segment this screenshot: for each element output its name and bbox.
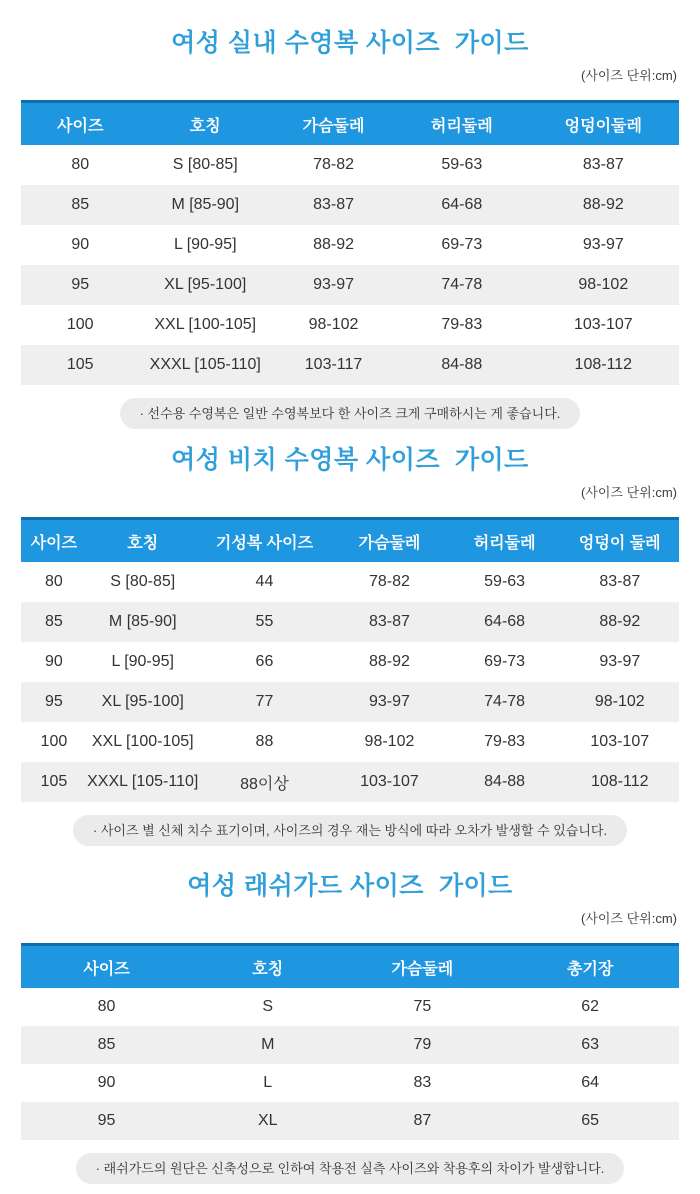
- table-cell: 88-92: [599, 613, 641, 630]
- table-cell: 100: [40, 733, 68, 750]
- table-cell: 88-92: [313, 236, 354, 253]
- table-cell: 79: [413, 1036, 432, 1053]
- note-pill: · 선수용 수영복은 일반 수영복보다 한 사이즈 크게 구매하시는 게 좋습니다.: [120, 398, 581, 429]
- size-table-rashguard: [21, 943, 679, 1140]
- section-title: 여성 래쉬가드 사이즈 가이드: [187, 872, 513, 900]
- table-cell: 88: [255, 733, 274, 750]
- table-cell: 69-73: [484, 653, 526, 670]
- table-row: [21, 185, 679, 225]
- table-body: [21, 562, 679, 802]
- table-cell: M: [261, 1036, 275, 1053]
- column-header: 호칭: [87, 519, 199, 563]
- header-row: [21, 102, 679, 146]
- table-header: [21, 519, 679, 563]
- table-row: [21, 602, 679, 642]
- note-wrap: [21, 815, 679, 846]
- table-cell: 64-68: [484, 613, 526, 630]
- table-cell: 88-92: [582, 196, 624, 213]
- column-header: 기성복 사이즈: [199, 519, 331, 563]
- table-cell: 85: [71, 196, 90, 213]
- unit-label: (사이즈 단위:cm): [580, 485, 677, 500]
- table-cell: 105: [40, 773, 68, 790]
- table-row: [21, 562, 679, 602]
- table-cell: 75: [413, 998, 432, 1015]
- table-cell: 63: [581, 1036, 600, 1053]
- table-cell: 95: [71, 276, 90, 293]
- table-cell: 108-112: [591, 773, 649, 790]
- note-pill: · 사이즈 별 신체 치수 표기이며, 사이즈의 경우 재는 방식에 따라 오차가 발생할 수 있습니다.: [73, 815, 627, 846]
- table-cell: 83-87: [313, 196, 354, 213]
- table-body: [21, 145, 679, 385]
- table-cell: M [85-90]: [108, 613, 177, 630]
- table-cell: 93-97: [313, 276, 354, 293]
- table-cell: 95: [97, 1112, 116, 1129]
- table-cell: 83-87: [599, 573, 641, 590]
- table-cell: 65: [581, 1112, 600, 1129]
- table-header: [21, 102, 679, 146]
- size-table-indoor: [21, 100, 679, 385]
- table-cell: 98-102: [578, 276, 629, 293]
- table-cell: L [90-95]: [173, 236, 237, 253]
- table-cell: 103-117: [304, 356, 363, 373]
- table-row: [21, 988, 679, 1026]
- section-title: 여성 비치 수영복 사이즈 가이드: [171, 446, 529, 474]
- table-row: [21, 1026, 679, 1064]
- table-cell: 103-107: [360, 773, 419, 790]
- table-cell: 74-78: [484, 693, 526, 710]
- table-cell: 80: [71, 156, 90, 173]
- table-row: [21, 682, 679, 722]
- section-indoor-swimsuit: [0, 0, 700, 429]
- column-header: 엉덩이 둘레: [561, 519, 679, 563]
- table-row: [21, 762, 679, 802]
- table-cell: 103-107: [573, 316, 633, 333]
- table-cell: 90: [45, 653, 63, 670]
- table-cell: 93-97: [369, 693, 410, 710]
- column-header: 호칭: [139, 102, 271, 146]
- table-cell: S: [262, 998, 274, 1015]
- column-header: 사이즈: [21, 102, 139, 146]
- unit-label: (사이즈 단위:cm): [580, 68, 677, 83]
- table-cell: 85: [97, 1036, 116, 1053]
- table-cell: M [85-90]: [171, 196, 240, 213]
- column-header: 사이즈: [21, 519, 87, 563]
- table-cell: 74-78: [441, 276, 483, 293]
- table-cell: 98-102: [364, 733, 415, 750]
- table-cell: L: [263, 1074, 273, 1091]
- table-row: [21, 305, 679, 345]
- table-cell: 105: [66, 356, 94, 373]
- table-cell: 93-97: [599, 653, 641, 670]
- table-cell: 79-83: [484, 733, 526, 750]
- table-cell: 78-82: [313, 156, 354, 173]
- section-rashguard: [0, 846, 700, 1184]
- table-cell: 95: [45, 693, 63, 710]
- table-cell: 69-73: [441, 236, 483, 253]
- table-cell: 77: [255, 693, 274, 710]
- table-cell: 98-102: [594, 693, 645, 710]
- table-cell: XXXL [105-110]: [87, 773, 199, 790]
- table-cell: S [80-85]: [110, 573, 176, 590]
- table-row: [21, 1064, 679, 1102]
- note-wrap: [21, 1153, 679, 1184]
- table-cell: 90: [97, 1074, 116, 1091]
- table-cell: XL [95-100]: [101, 693, 184, 710]
- table-cell: 78-82: [369, 573, 410, 590]
- column-header: 사이즈: [21, 945, 192, 989]
- table-row: [21, 265, 679, 305]
- table-cell: XXL [100-105]: [154, 316, 257, 333]
- table-body: [21, 988, 679, 1140]
- column-header: 호칭: [192, 945, 343, 989]
- column-header: 허리둘레: [449, 519, 561, 563]
- table-row: [21, 722, 679, 762]
- table-cell: 100: [66, 316, 94, 333]
- table-cell: S [80-85]: [172, 156, 238, 173]
- table-row: [21, 345, 679, 385]
- column-header: 가슴둘레: [271, 102, 396, 146]
- section-title: 여성 실내 수영복 사이즈 가이드: [171, 29, 529, 57]
- note-pill: · 래쉬가드의 원단은 신축성으로 인하여 착용전 실측 사이즈와 착용후의 차이가 발생합니다.: [76, 1153, 625, 1184]
- table-cell: 79-83: [441, 316, 483, 333]
- column-header: 엉덩이둘레: [528, 102, 679, 146]
- table-row: [21, 1102, 679, 1140]
- table-cell: 59-63: [441, 156, 483, 173]
- header-row: [21, 519, 679, 563]
- column-header: 총기장: [501, 945, 679, 989]
- table-cell: 83-87: [582, 156, 624, 173]
- table-cell: 80: [97, 998, 116, 1015]
- size-table-beach: [21, 517, 679, 802]
- table-cell: 90: [71, 236, 90, 253]
- table-cell: 87: [413, 1112, 432, 1129]
- section-beach-swimsuit: [0, 429, 700, 846]
- table-cell: L [90-95]: [111, 653, 174, 670]
- table-row: [21, 642, 679, 682]
- table-cell: XXXL [105-110]: [149, 356, 261, 373]
- note-wrap: [21, 398, 679, 429]
- table-cell: 62: [581, 998, 600, 1015]
- table-cell: 80: [45, 573, 63, 590]
- table-cell: 59-63: [484, 573, 526, 590]
- table-row: [21, 225, 679, 265]
- table-cell: XL: [257, 1112, 278, 1129]
- table-cell: 83: [413, 1074, 432, 1091]
- table-cell: XXL [100-105]: [91, 733, 194, 750]
- table-row: [21, 145, 679, 185]
- header-row: [21, 945, 679, 989]
- column-header: 허리둘레: [396, 102, 528, 146]
- table-cell: 88-92: [369, 653, 410, 670]
- table-cell: 98-102: [308, 316, 359, 333]
- table-cell: 103-107: [590, 733, 650, 750]
- table-cell: XL [95-100]: [164, 276, 247, 293]
- table-cell: 88이상: [240, 775, 289, 793]
- table-cell: 55: [255, 613, 274, 630]
- table-cell: 84-88: [441, 356, 483, 373]
- table-cell: 66: [255, 653, 274, 670]
- table-cell: 108-112: [574, 356, 633, 373]
- unit-label: (사이즈 단위:cm): [580, 911, 677, 926]
- table-cell: 44: [255, 573, 274, 590]
- table-cell: 93-97: [582, 236, 624, 253]
- table-header: [21, 945, 679, 989]
- column-header: 가슴둘레: [343, 945, 501, 989]
- column-header: 가슴둘레: [330, 519, 448, 563]
- table-cell: 84-88: [484, 773, 526, 790]
- table-cell: 64: [581, 1074, 600, 1091]
- table-cell: 85: [45, 613, 63, 630]
- table-cell: 64-68: [441, 196, 483, 213]
- table-cell: 83-87: [369, 613, 410, 630]
